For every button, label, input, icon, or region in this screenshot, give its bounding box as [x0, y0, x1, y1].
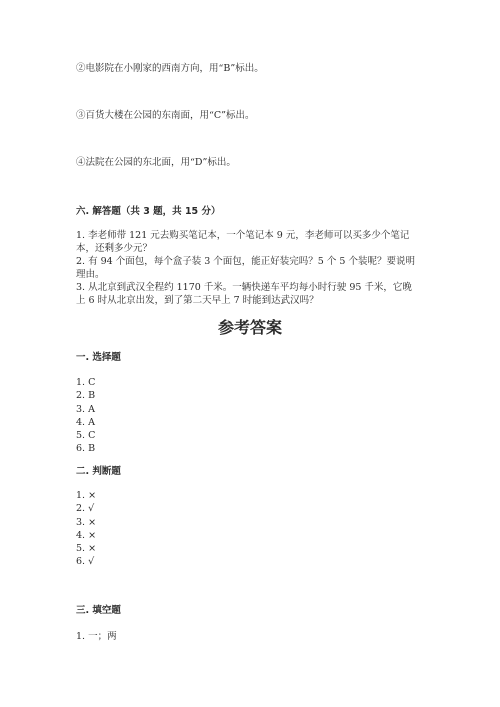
- answer-key-title: 参考答案: [217, 318, 282, 337]
- list-item: 5. C: [76, 430, 96, 442]
- section-heading-judgement: 二. 判断题: [76, 466, 121, 477]
- problem-3-line-2: 上 6 时从北京出发，到了第二天早上 7 时能到达武汉吗？: [76, 295, 319, 306]
- problem-2-line-2: 理由。: [76, 269, 105, 280]
- list-item: 1. 一；两: [76, 631, 117, 642]
- question-3: ③百货大楼在公园的东南面，用“C”标出。: [76, 110, 255, 121]
- fill-blank-answer-list: [76, 630, 117, 643]
- list-item: 1. ×: [76, 490, 97, 501]
- list-item: 6. √: [76, 556, 95, 568]
- list-item: 4. A: [76, 416, 95, 428]
- section-heading-fill-blank: 三. 填空题: [76, 605, 121, 616]
- list-item: 6. B: [76, 443, 96, 455]
- list-item: 2. √: [76, 503, 95, 515]
- list-item: 3. A: [76, 403, 95, 415]
- list-item: 1. C: [76, 377, 96, 388]
- choice-answer-list: [76, 376, 95, 456]
- problem-2-line-1: 2. 有 94 个面包，每个盒子装 3 个面包，能正好装完吗？5 个 5 个装呢？要说明: [76, 256, 415, 267]
- question-4: ④法院在公园的东北面，用“D”标出。: [76, 157, 236, 168]
- section-heading-problems: 六. 解答题（共 3 题，共 15 分）: [76, 206, 221, 217]
- section-heading-choice: 一. 选择题: [76, 352, 121, 363]
- list-item: 3. ×: [76, 516, 97, 528]
- problem-1-line-2: 本，还剩多少元？: [76, 243, 153, 254]
- list-item: 2. B: [76, 390, 96, 402]
- list-item: 5. ×: [76, 543, 97, 555]
- judgement-answer-list: [76, 489, 96, 569]
- list-item: 4. ×: [76, 529, 97, 541]
- problem-3-line-1: 3. 从北京到武汉全程约 1170 千米。一辆快递车平均每小时行驶 95 千米，它晚: [76, 282, 412, 293]
- problem-1-line-1: 1. 李老师带 121 元去购买笔记本，一个笔记本 9 元，李老师可以买多少个笔记: [76, 230, 410, 241]
- question-2: ②电影院在小刚家的西南方向，用“B”标出。: [76, 63, 264, 74]
